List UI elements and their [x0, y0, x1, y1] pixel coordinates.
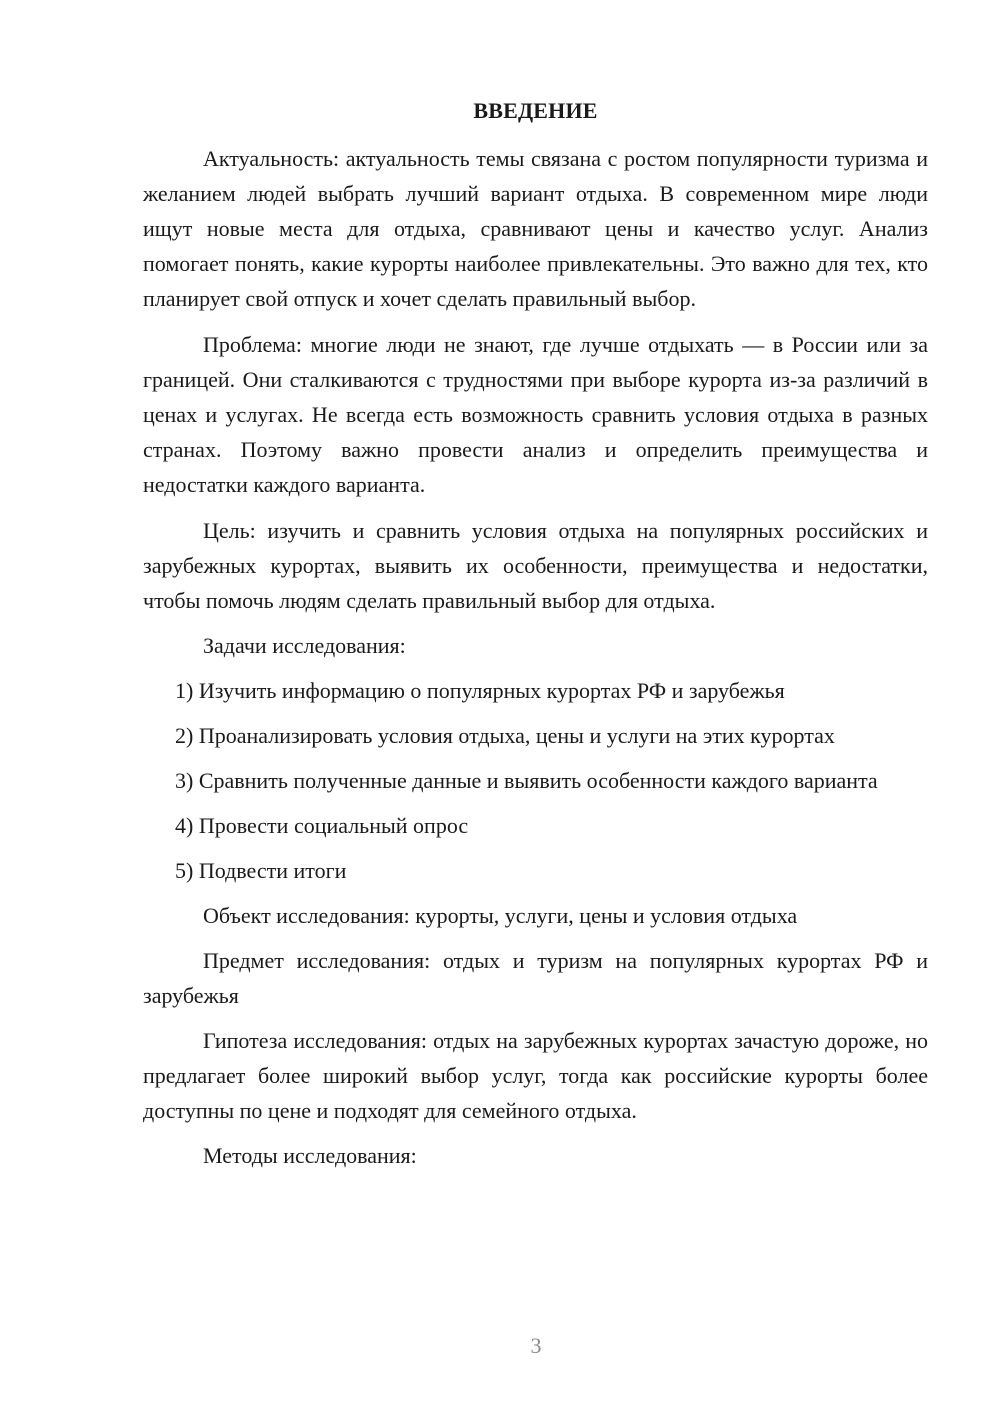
paragraph-goal: Цель: изучить и сравнить условия отдыха на популярных российских и зарубежных курортах, выявить их особенности, преимущества и недостатки, чтобы помочь людям сделать правильный выбор для отдыха.	[143, 518, 928, 613]
paragraph-problem: Проблема: многие люди не знают, где лучше отдыхать — в России или за границей. Они сталкиваются с трудностями при выборе курорта из-за различий в ценах и услугах. Не всегда есть возможность сравнить условия отдыха в разных странах. Поэтому важно провести анализ и определить преимущества и недостатки каждого варианта.	[143, 332, 928, 497]
paragraph-hypothesis: Гипотеза исследования: отдых на зарубежных курортах зачастую дороже, но предлагает более широкий выбор услуг, тогда как российские курорты более доступны по цене и подходят для семейного отдыха.	[143, 1028, 928, 1123]
page-title: ВВЕДЕНИЕ	[473, 98, 598, 123]
task-item-4: 4) Провести социальный опрос	[175, 813, 469, 838]
task-item-2: 2) Проанализировать условия отдыха, цены и услуги на этих курортах	[175, 723, 835, 748]
task-item-5: 5) Подвести итоги	[175, 858, 347, 883]
task-item-3: 3) Сравнить полученные данные и выявить особенности каждого варианта	[175, 768, 878, 793]
page-number: 3	[530, 1333, 542, 1358]
paragraph-subject: Предмет исследования: отдых и туризм на популярных курортах РФ и зарубежья	[143, 948, 928, 1008]
paragraph-tasks-heading: Задачи исследования:	[203, 633, 406, 658]
document-page	[143, 95, 928, 1173]
paragraph-object: Объект исследования: курорты, услуги, цены и условия отдыха	[203, 903, 798, 928]
task-item-1: 1) Изучить информацию о популярных курортах РФ и зарубежья	[175, 678, 785, 703]
paragraph-relevance: Актуальность: актуальность темы связана с ростом популярности туризма и желанием людей выбрать лучший вариант отдыха. В современном мире люди ищут новые места для отдыха, сравнивают цены и качество услуг. Анализ помогает понять, какие курорты наиболее привлекательны. Это важно для тех, кто планирует свой отпуск и хочет сделать правильный выбор.	[143, 146, 928, 311]
paragraph-methods: Методы исследования:	[203, 1143, 417, 1168]
